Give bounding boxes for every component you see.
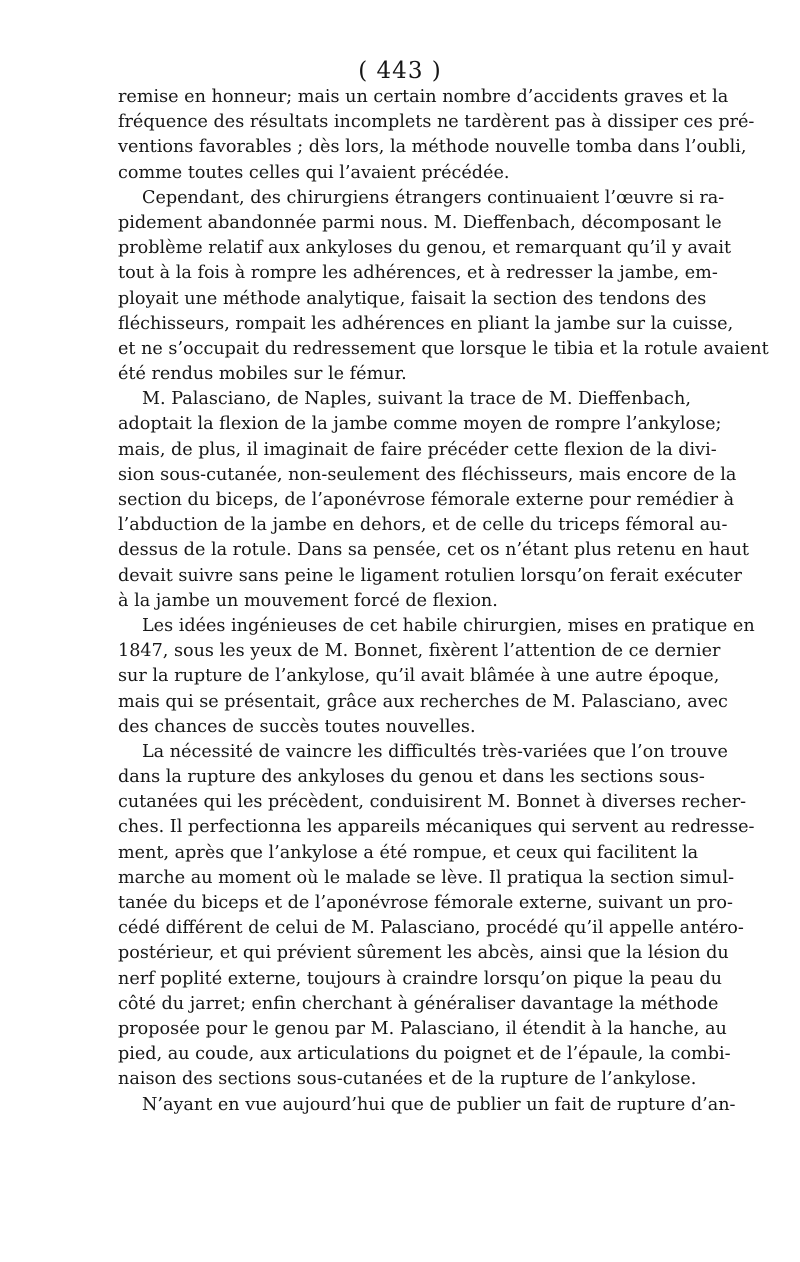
body-text: [118, 85, 769, 1118]
paragraph: [118, 740, 755, 1093]
text-line: remise en honneur; mais un certain nombre d’accidents graves et la: [118, 87, 729, 107]
text-line: Les idées ingénieuses de cet habile chirurgien, mises en pratique en: [142, 615, 755, 636]
text-line: cédé différent de celui de M. Palasciano, procédé qu’il appelle antéro-: [118, 918, 744, 939]
paragraph: [118, 387, 749, 614]
text-line: et ne s’occupait du redressement que lorsque le tibia et la rotule avaient: [118, 338, 769, 359]
text-line: ployait une méthode analytique, faisait la section des tendons des: [118, 288, 707, 309]
text-line: fléchisseurs, rompait les adhérences en pliant la jambe sur la cuisse,: [118, 313, 734, 334]
text-line: N’ayant en vue aujourd’hui que de publier un fait de rupture d’an-: [142, 1094, 736, 1115]
text-line: fréquence des résultats incomplets ne tardèrent pas à dissiper ces pré-: [118, 112, 755, 133]
text-line: mais qui se présentait, grâce aux recherches de M. Palasciano, avec: [118, 691, 728, 712]
text-line: dans la rupture des ankyloses du genou et dans les sections sous-: [118, 767, 705, 788]
text-line: adoptait la flexion de la jambe comme moyen de rompre l’ankylose;: [118, 414, 722, 435]
text-line: La nécessité de vaincre les difficultés très-variées que l’on trouve: [142, 741, 728, 762]
paragraph: [118, 85, 755, 186]
text-line: nerf poplité externe, toujours à craindre lorsqu’on pique la peau du: [118, 968, 722, 989]
text-line: 1847, sous les yeux de M. Bonnet, fixèrent l’attention de ce dernier: [118, 641, 721, 662]
text-line: côté du jarret; enfin cherchant à généraliser davantage la méthode: [118, 993, 719, 1014]
text-line: été rendus mobiles sur le fémur.: [118, 364, 407, 385]
text-line: marche au moment où le malade se lève. Il pratiqua la section simul-: [118, 867, 735, 888]
text-line: tout à la fois à rompre les adhérences, et à redresser la jambe, em-: [118, 263, 718, 284]
text-line: problème relatif aux ankyloses du genou, et remarquant qu’il y avait: [118, 238, 732, 259]
text-line: naison des sections sous-cutanées et de la rupture de l’ankylose.: [118, 1069, 697, 1090]
text-line: comme toutes celles qui l’avaient précédée.: [118, 162, 510, 183]
text-line: dessus de la rotule. Dans sa pensée, cet os n’étant plus retenu en haut: [118, 540, 749, 561]
text-line: ventions favorables ; dès lors, la méthode nouvelle tomba dans l’oubli,: [118, 137, 747, 158]
text-line: ches. Il perfectionna les appareils mécaniques qui servent au redresse-: [118, 817, 755, 838]
text-line: à la jambe un mouvement forcé de flexion.: [118, 590, 498, 611]
text-line: sur la rupture de l’ankylose, qu’il avait blâmée à une autre époque,: [118, 666, 720, 687]
text-line: Cependant, des chirurgiens étrangers continuaient l’œuvre si ra-: [142, 187, 725, 208]
text-line: section du biceps, de l’aponévrose fémorale externe pour remédier à: [118, 490, 735, 510]
text-line: proposée pour le genou par M. Palasciano, il étendit à la hanche, au: [118, 1018, 727, 1039]
text-line: des chances de succès toutes nouvelles.: [118, 716, 476, 737]
text-line: l’abduction de la jambe en dehors, et de celle du triceps fémoral au-: [118, 515, 728, 536]
text-line: tanée du biceps et de l’aponévrose fémorale externe, suivant un pro-: [118, 893, 733, 913]
text-line: ment, après que l’ankylose a été rompue, et ceux qui facilitent la: [118, 842, 699, 863]
text-line: devait suivre sans peine le ligament rotulien lorsqu’on ferait exécuter: [118, 565, 742, 586]
text-line: mais, de plus, il imaginait de faire précéder cette flexion de la divi-: [118, 439, 717, 460]
paragraph: [118, 186, 769, 388]
text-line: cutanées qui les précèdent, conduisirent M. Bonnet à diverses recher-: [118, 792, 747, 813]
text-line: sion sous-cutanée, non-seulement des fléchisseurs, mais encore de la: [118, 464, 737, 485]
text-line: M. Palasciano, de Naples, suivant la trace de M. Dieffenbach,: [142, 389, 691, 410]
page-number: ( 443 ): [358, 58, 442, 84]
paragraph: [118, 1093, 736, 1118]
text-line: postérieur, et qui prévient sûrement les abcès, ainsi que la lésion du: [118, 943, 729, 964]
text-line: pied, au coude, aux articulations du poignet et de l’épaule, la combi-: [118, 1044, 731, 1065]
paragraph: [118, 614, 755, 740]
text-line: pidement abandonnée parmi nous. M. Dieffenbach, décomposant le: [118, 212, 722, 233]
